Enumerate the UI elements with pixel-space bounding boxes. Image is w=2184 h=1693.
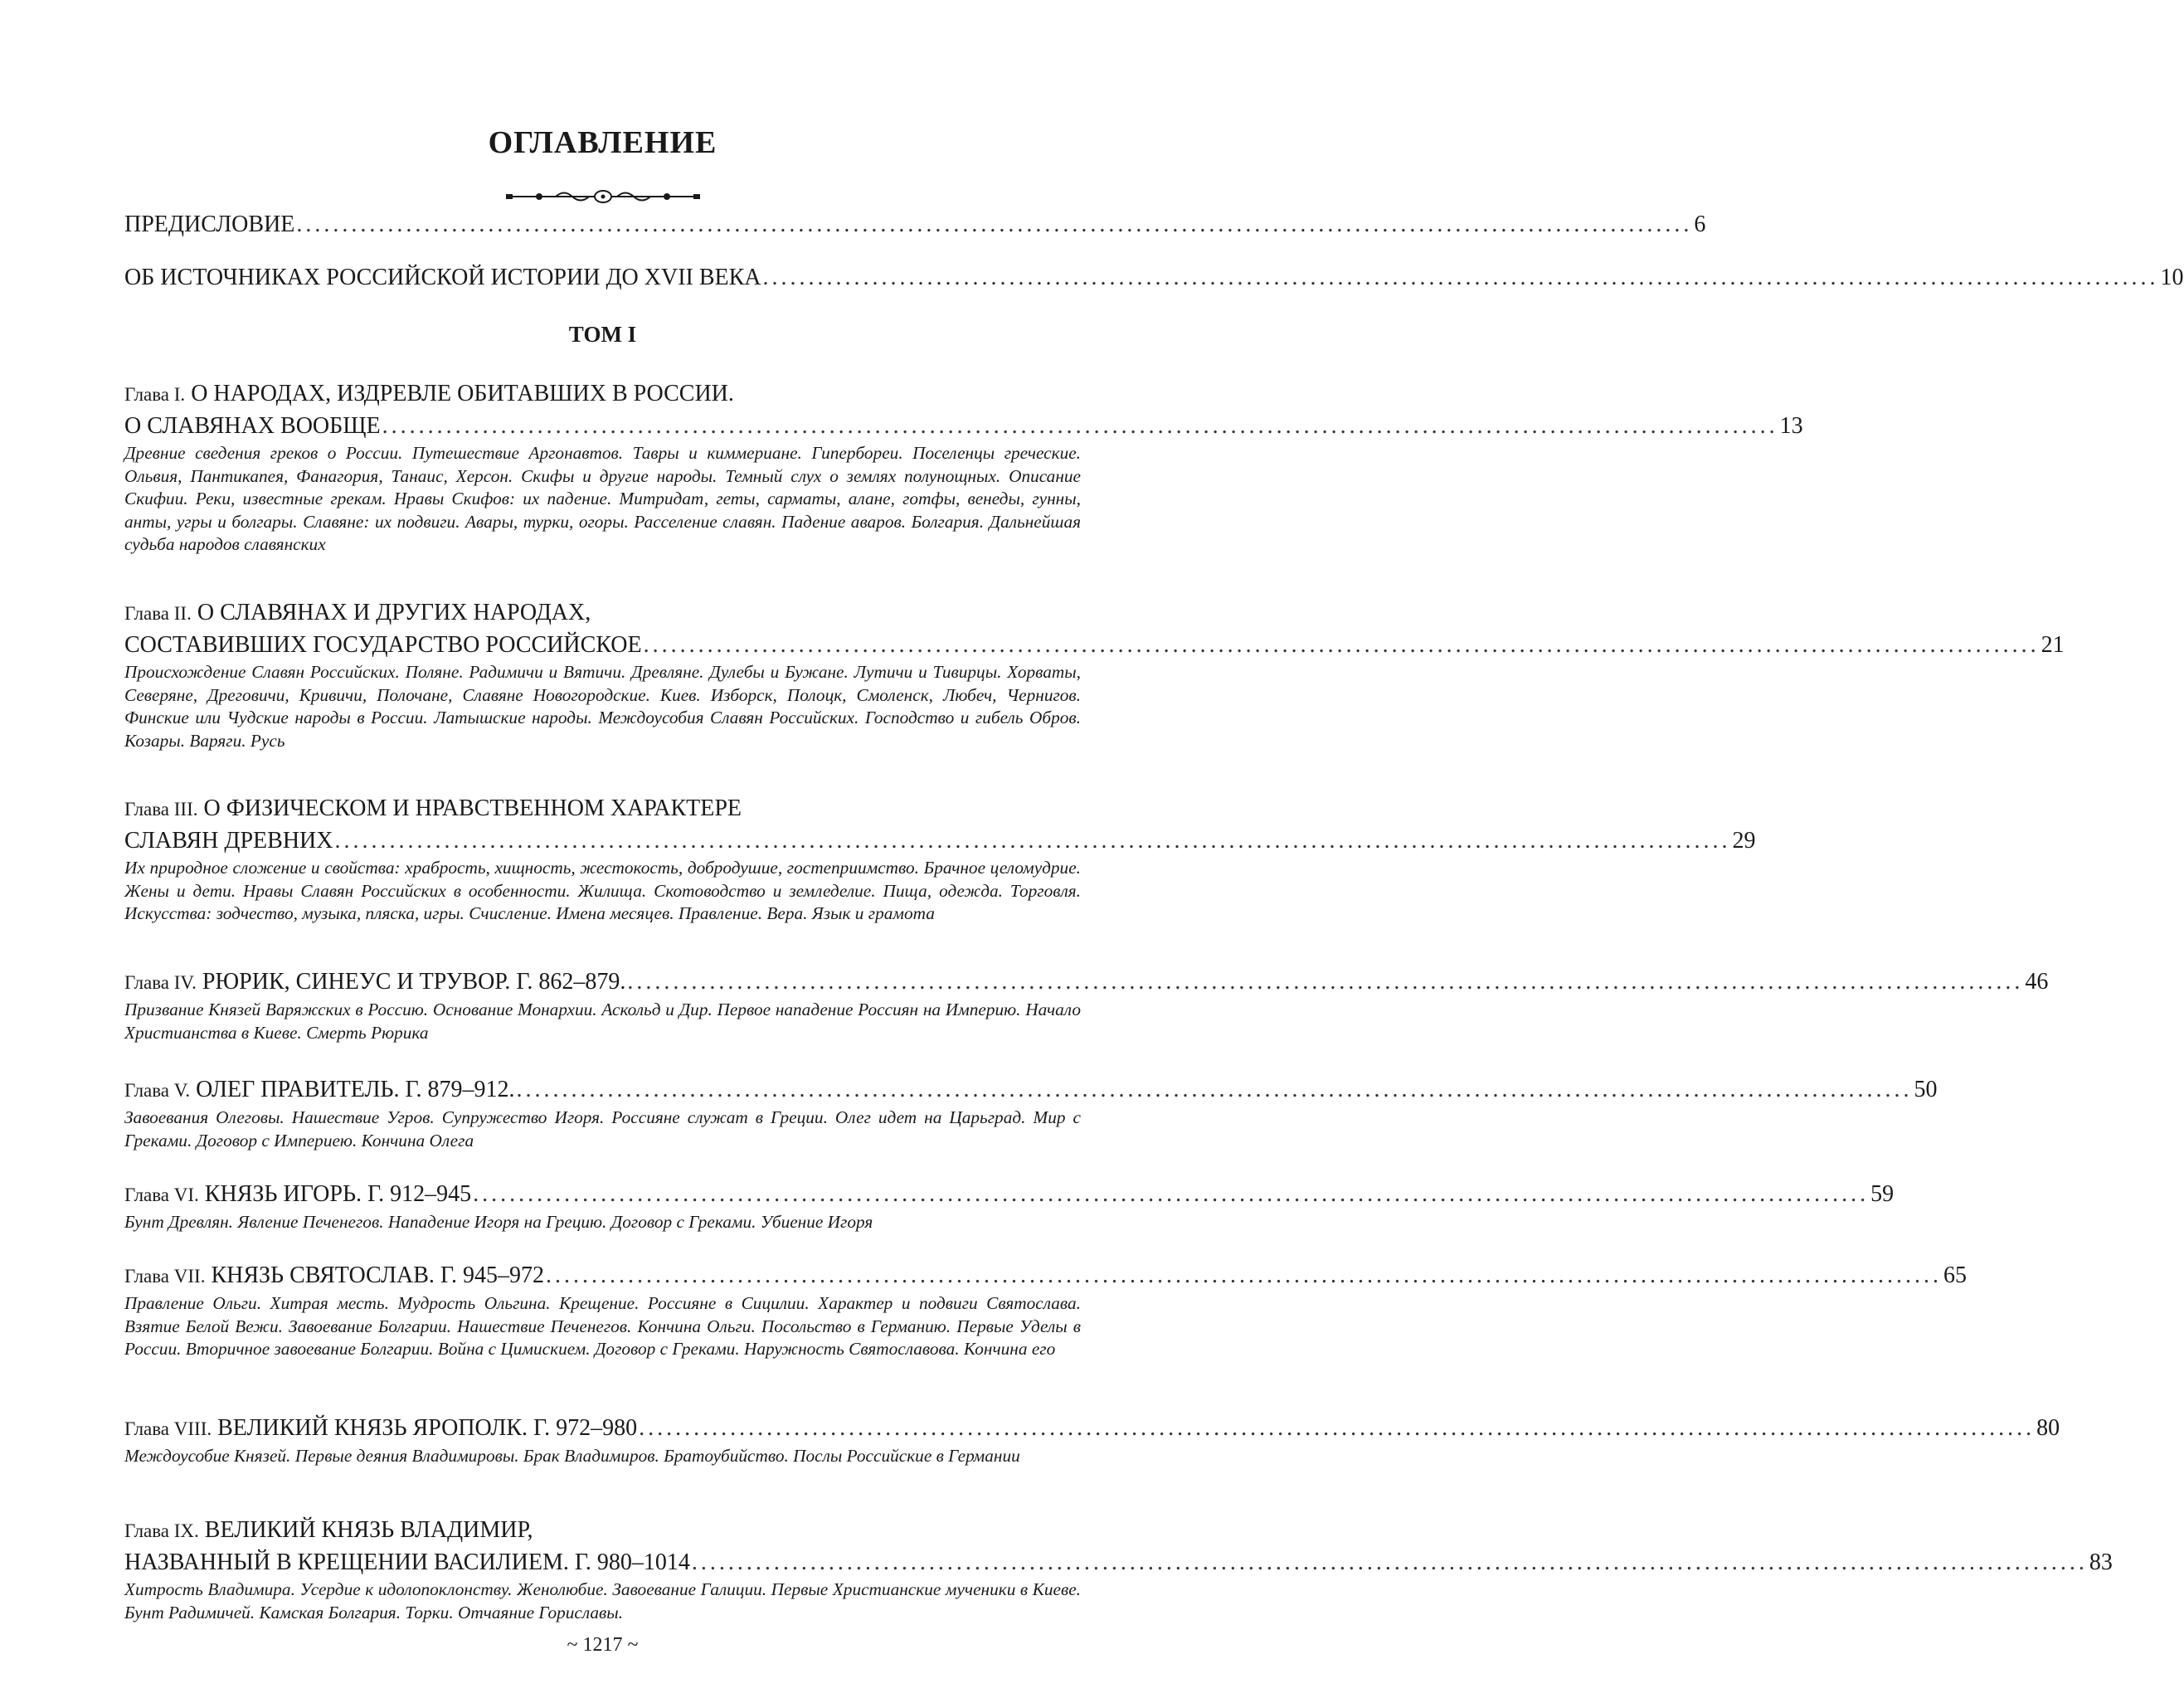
chapter-prefix: Глава I. (124, 384, 186, 405)
page-number: 46 (2025, 969, 2049, 995)
chapter-title: ВЕЛИКИЙ КНЯЗЬ ЯРОПОЛК. Г. 972–980 (217, 1415, 638, 1441)
chapter-summary: Междоусобие Князей. Первые деяния Владимировы. Брак Владимиров. Братоубийство. Послы Российские в Германии (124, 1446, 1020, 1466)
page-number: 83 (2089, 1549, 2113, 1575)
chapter-title-line1: О ФИЗИЧЕСКОМ И НРАВСТВЕННОМ ХАРАКТЕРЕ (203, 795, 742, 821)
page-folio: ~ 1217 ~ (567, 1634, 639, 1656)
ornament-divider (506, 187, 700, 206)
chapter-prefix: Глава VII. (124, 1266, 206, 1287)
page-number: 29 (1732, 828, 1756, 854)
chapter-title: РЮРИК, СИНЕУС И ТРУВОР. Г. 862–879. (202, 969, 626, 995)
chapter-title-line1: О СЛАВЯНАХ И ДРУГИХ НАРОДАХ, (197, 600, 591, 625)
toc-entry-chapter-8[interactable] (124, 1413, 2060, 1468)
chapter-prefix: Глава VI. (124, 1185, 199, 1205)
leader-dots: ......................................................................................................................................................... (473, 1181, 1870, 1207)
chapter-prefix: Глава IX. (124, 1520, 199, 1541)
page-number: 59 (1870, 1181, 1895, 1207)
chapter-summary: Древние сведения греков о России. Путешествие Аргонавтов. Тавры и киммериане. Гипербореи. Поселенцы греческие. Ольвия, Пантикапея, Фанагория, Танаис, Херсон. Скифы и другие народы. Темный слух о землях полунощных. Описание Скифии. Реки, известные грекам. Нравы Скифов: их падение. Митридат, геты, сарматы, алане, готфы, венеды, гунны, анты, угры и болгары. Славяне: их подвиги. Авары, турки, огоры. Расселение славян. Падение аваров. Болгария. Дальнейшая судьба народов славянских (124, 443, 1081, 554)
chapter-title-line1: ВЕЛИКИЙ КНЯЗЬ ВЛАДИМИР, (204, 1517, 533, 1543)
toc-entry-preface[interactable] (124, 209, 1706, 241)
entry-label: ПРЕДИСЛОВИЕ (124, 212, 295, 237)
leader-dots: ......................................................................................................................................................... (643, 632, 2040, 658)
toc-entry-chapter-9[interactable] (124, 1515, 2113, 1624)
page-number: 10 (2160, 265, 2184, 290)
leader-dots: ......................................................................................................................................................... (382, 413, 1778, 439)
chapter-summary: Хитрость Владимира. Усердие к идолопоклонству. Женолюбие. Завоевание Галиции. Первые Христианские мученики в Киеве. Бунт Радимичей. Камская Болгария. Торки. Отчаяние Гориславы. (124, 1579, 1081, 1622)
chapter-summary: Происхождение Славян Российских. Поляне. Радимичи и Вятичи. Древляне. Дулебы и Бужане. Лутичи и Тивирцы. Хорваты, Северяне, Дреговичи, Кривичи, Полочане, Славяне Новогородские. Киев. Изборск, Полоцк, Смоленск, Любеч, Чернигов. Финские или Чудские народы в России. Латышские народы. Междоусобия Славян Российских. Господство и гибель Обров. Козары. Варяги. Русь (124, 662, 1081, 751)
leader-dots: ......................................................................................................................................................... (545, 1262, 1942, 1288)
chapter-summary: Правление Ольги. Хитрая месть. Мудрость Ольгина. Крещение. Россияне в Сицилии. Характер и подвиги Святослава. Взятие Белой Вежи. Завоевание Болгарии. Нашествие Печенегов. Кончина Ольги. Посольство в Германию. Первые Уделы в России. Вторичное завоевание Болгарии. Война с Цимискием. Договор с Греками. Наружность Святославова. Кончина его (124, 1293, 1081, 1359)
chapter-title: ОЛЕГ ПРАВИТЕЛЬ. Г. 879–912. (196, 1077, 515, 1102)
chapter-prefix: Глава III. (124, 799, 198, 820)
chapter-title-line2: СОСТАВИВШИХ ГОСУДАРСТВО РОССИЙСКОЕ (124, 632, 642, 658)
chapter-title-line2: НАЗВАННЫЙ В КРЕЩЕНИИ ВАСИЛИЕМ. Г. 980–1014 (124, 1549, 690, 1575)
leader-dots: ......................................................................................................................................................... (762, 265, 2159, 290)
chapter-prefix: Глава V. (124, 1080, 191, 1101)
page-number: 65 (1943, 1262, 1967, 1288)
page-number: 21 (2041, 632, 2065, 658)
toc-entry-chapter-3[interactable] (124, 793, 1756, 926)
page-number: 13 (1779, 413, 1803, 439)
toc-entry-chapter-7[interactable] (124, 1260, 1967, 1361)
chapter-summary: Их природное сложение и свойства: храбрость, хищность, жестокость, добродушие, гостеприимство. Брачное целомудрие. Жены и дети. Нравы Славян Российских в особенности. Жилища. Скотоводство и земледелие. Пища, одежда. Торговля. Искусства: зодчество, музыка, пляска, игры. Счисление. Имена месяцев. Правление. Вера. Язык и грамота (124, 858, 1081, 923)
chapter-title-line2: СЛАВЯН ДРЕВНИХ (124, 828, 333, 854)
chapter-prefix: Глава II. (124, 603, 192, 624)
toc-entry-chapter-6[interactable] (124, 1179, 1895, 1234)
toc-entry-chapter-5[interactable] (124, 1074, 1938, 1152)
chapter-title-line1: О НАРОДАХ, ИЗДРЕВЛЕ ОБИТАВШИХ В РОССИИ. (191, 381, 734, 406)
toc-entry-chapter-4[interactable] (124, 966, 2049, 1044)
page-number: 80 (2036, 1415, 2060, 1441)
chapter-prefix: Глава IV. (124, 972, 197, 993)
chapter-title-line2: О СЛАВЯНАХ ВООБЩЕ (124, 413, 381, 439)
toc-entry-sources[interactable] (124, 262, 2184, 294)
page-title: ОГЛАВЛЕНИЕ (488, 125, 717, 160)
leader-dots: ......................................................................................................................................................... (691, 1549, 2088, 1575)
chapter-summary: Призвание Князей Варяжских в Россию. Основание Монархии. Аскольд и Дир. Первое нападение Россиян на Империю. Начало Христианства в Киеве. Смерть Рюрика (124, 1000, 1081, 1043)
page-number: 6 (1694, 212, 1706, 237)
toc-entry-chapter-2[interactable] (124, 597, 2065, 752)
toc-entry-chapter-1[interactable] (124, 378, 1803, 557)
leader-dots: ......................................................................................................................................................... (296, 212, 1693, 237)
leader-dots: ......................................................................................................................................................... (639, 1415, 2036, 1441)
chapter-title: КНЯЗЬ СВЯТОСЛАВ. Г. 945–972 (211, 1262, 544, 1288)
chapter-title: КНЯЗЬ ИГОРЬ. Г. 912–945 (204, 1181, 472, 1207)
entry-label: ОБ ИСТОЧНИКАХ РОССИЙСКОЙ ИСТОРИИ ДО XVII ВЕКА (124, 265, 761, 290)
leader-dots: ......................................................................................................................................................... (627, 969, 2024, 995)
chapter-summary: Бунт Древлян. Явление Печенегов. Нападение Игоря на Грецию. Договор с Греками. Убиение Игоря (124, 1212, 873, 1232)
chapter-summary: Завоевания Олеговы. Нашествие Угров. Супружество Игоря. Россияне служат в Греции. Олег идет на Царьград. Мир с Греками. Договор с Империею. Кончина Олега (124, 1107, 1081, 1151)
leader-dots: ......................................................................................................................................................... (334, 828, 1731, 854)
page-number: 50 (1914, 1077, 1938, 1102)
chapter-prefix: Глава VIII. (124, 1418, 212, 1439)
volume-heading: ТОМ I (568, 322, 637, 347)
leader-dots: ......................................................................................................................................................... (516, 1077, 1913, 1102)
